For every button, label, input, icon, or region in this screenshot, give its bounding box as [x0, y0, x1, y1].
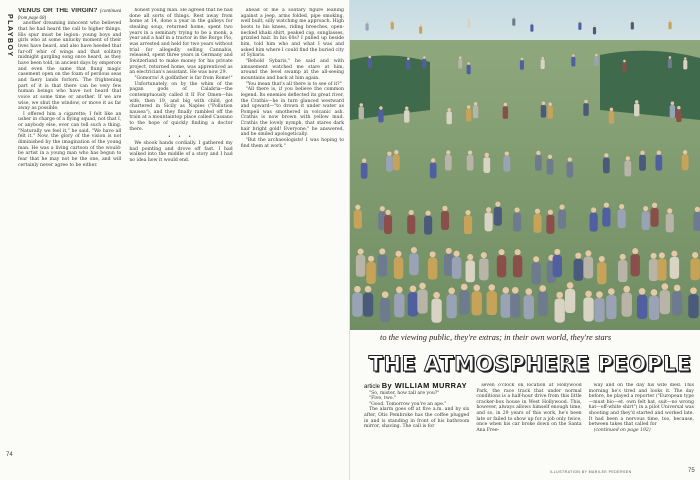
- paragraph: The alarm goes off at five a.m. and by six after, Otis Pembroke has the coffee plugged in and is standing in front of his bathroom mirror, shaving. The call is for: [364, 407, 470, 430]
- text-column-2: [129, 8, 232, 453]
- right-text-columns: [364, 383, 694, 467]
- continued-note: (continued on page 192): [593, 427, 651, 433]
- paragraph: "But the archaeologists! I was hoping to find them at work.": [240, 138, 344, 149]
- page-number-right: 75: [688, 468, 695, 474]
- paragraph: "So, mister, how tall are you?": [369, 390, 440, 396]
- article-title-text: THE ATMOSPHERE PEOPLE: [368, 352, 692, 376]
- article-deck: to the viewing public, they're extras; in their own world, they're stars: [380, 333, 612, 342]
- paragraph: way and on the day his wife died. This morning he's tired and looks it. The day before, he played a reporter ("European type—must bio—et. own felt hat, suit—no wrong hat—off-white shirt") in a pilot Universal was shooting and they'd started and worked late. It had been a nervous time, too, because, between takes that called for: [588, 383, 694, 428]
- brand-text: PLAYBOY: [6, 14, 13, 58]
- paragraph: "Good. Tomorrow you're an ape.": [369, 401, 447, 407]
- text-column-5: [476, 383, 581, 467]
- paragraph: "Behold Sybaris," he said and with amusement watched me stare at him, around the level swamp at the all-seeing mountains and back at him again.: [240, 58, 344, 81]
- paragraph: "Gomorra! A godfather is far from Rome!": [134, 75, 233, 81]
- text-column-3: [241, 8, 344, 453]
- paragraph: ahead of me a solitary figure leaning against a jeep, arms folded, pipe smoking, well built, silly watching me approach. High boots to his knees, riding breeches, open-necked khaki shirt, peaked cap, sunglasses, grizzled hair. In his 60s? I pulled up beside him, told him who and what I was and asked him where I could find the buried city of Sybaris.: [240, 8, 344, 59]
- paragraph: seven o'clock on location at Hollywood Park, the race track that under normal conditions is a half-hour drive from this little cracker-box house in West Hollywood. This, however, always allows himself enough time, and so, in 29 years of this work, he's been late or failed to show up for a job only twice, once when his car broke down on the Santa Ana Free-: [476, 383, 582, 433]
- magazine-brand: [2, 14, 14, 104]
- article-title: [364, 350, 696, 378]
- right-page: [350, 0, 700, 480]
- byline: [364, 383, 469, 391]
- paragraph: Unfortunately, on by the whim of the pagan gods of Calabria—the contemptuously called it II For Omen—his wife, then 19, and big with child, got chartered in Sicily as Naples ("Pollution nausea"), and they finally rambled off the train at a mountaintop place called Cassano to the hope of quickly finding a doctor there.: [129, 81, 233, 132]
- text-column-1: [18, 8, 121, 453]
- paragraph: another dreaming innocent who believed that he had heard the call to higher things. His spur must be legion: young boys and girls who at some unlucky moment of their lives have heard, and also have heeded that far-off whir of wings and that solitary midnight gargling song once heard, as they have been told, in ancient days by emperors and even the same that flung magic casement open on the foam of perilous seas and faery lands forlorn. The frightening part of it is that there can be very few human beings who have not heard that voice at some time or another. If we are wise, we shut the window, or move it as far away as possible.: [18, 21, 122, 112]
- left-text-columns: [18, 8, 344, 453]
- illustration-credit: ILLUSTRATION BY MARILEE PEDERSEN: [550, 470, 632, 474]
- running-head-title: VENUS OR THE VIRGIN?: [18, 8, 98, 14]
- paragraph: I offered him a cigarette; I felt like an usher in charge of a flying squad, not that I, or anybody else, ever can tell such a thing. "Naturally we feel it," he said. "We have all felt it." Now, the glory of the vision is not diminished by the imagination of the young man. He was a living cartoon of the would-be artist in a young man who has begun to fear that he may not be the one, and will certainly never agree to be either.: [18, 111, 122, 168]
- paragraph: "You mean that's all there is to see of it?": [245, 81, 342, 87]
- paragraph: honest young man. He agreed that he had done all sorts of things. Rest away from home at 14, done a year in the galleys for stealing soup, returned home, spent two years in a seminary trying to be a monk, a year and a half in a tractor in the Borgo Pio, was arrested and held for two years without trial for allegedly selling Cannabis, released, spent three years in Germany and Switzerland to make money for his private project, returned home, was apprenticed as an electrician's assistant. He was now 29.: [129, 8, 233, 76]
- running-head-continued: (continued from page 68): [18, 9, 122, 21]
- text-column-4: [364, 383, 469, 467]
- byline-author: By WILLIAM MURRAY: [381, 383, 468, 390]
- text-column-6: [589, 383, 694, 467]
- paragraph: "All there is, if you believe the common legend. Its enemies deflected its great river, the Crathis—he in turn glanced westward and upward—"to drown it under water as Pompeii was smothered in volcanic ash. Crathis is now brown with yellow mud. Crathis the lovely nymph, that stares dark hair bright gold! Everyone," he answered, and he smiled apologetically.: [240, 87, 344, 138]
- byline-prefix: article: [364, 384, 381, 390]
- running-head: [18, 8, 121, 21]
- paragraph: We shook hands cordially. I gathered my bad pointing and drove off fast. I had walked into the middle of a story and I had no idea how it would end.: [129, 141, 233, 164]
- paragraph: "Five, two.": [369, 396, 397, 402]
- page-number-left: 74: [6, 452, 13, 458]
- section-break: • • •: [167, 135, 195, 141]
